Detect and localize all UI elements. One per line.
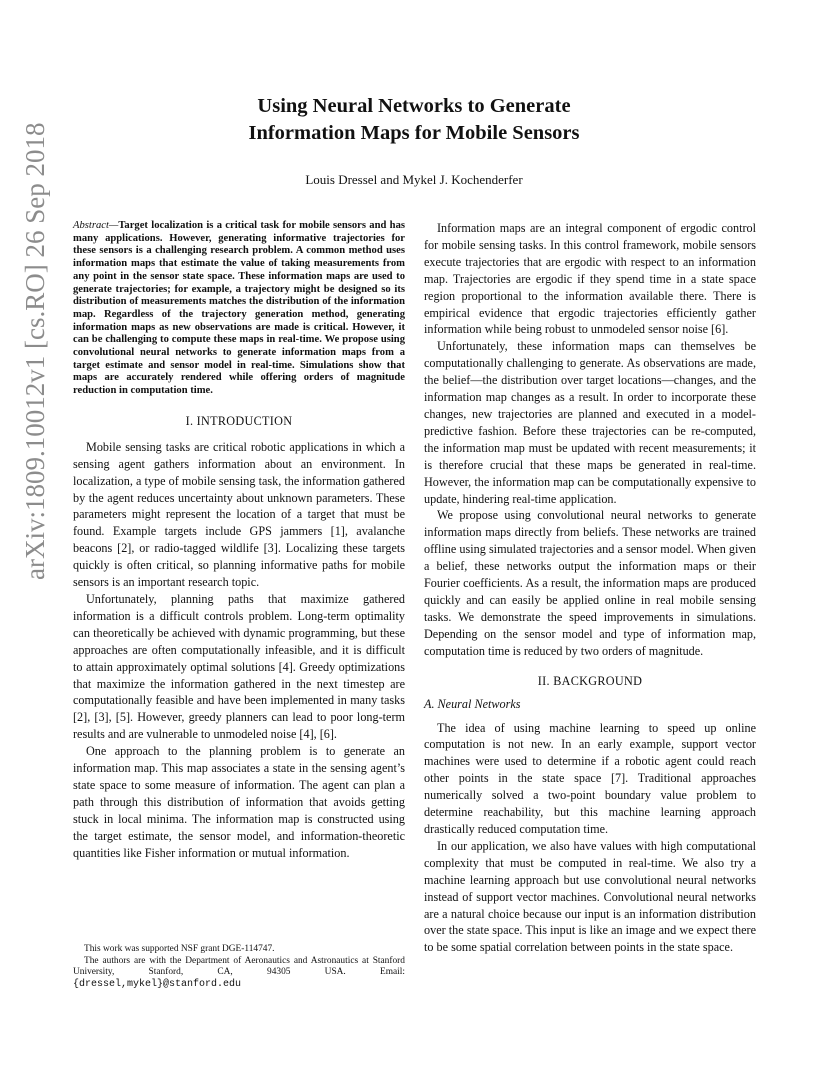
right-paragraph-1: Information maps are an integral component of ergodic control for mobile sensing tasks. In this control framework, mobile sensors execute trajectories that are ergodic with respect to an information map. Trajectories are ergodic if they spend time in a state space region proportional to the information available there. There is empirical evidence that ergodic trajectories efficiently gather information while being robust to unmodeled sensor noise [6].: [424, 221, 756, 337]
right-paragraph-2: Unfortunately, these information maps can themselves be computationally challenging to generate. As observations are made, the belief—the distribution over target locations—changes, and the information map changes as a result. In order to incorporate these changes, new trajectories are planned and executed in a model-predictive fashion. Before these trajectories can be re-computed, the information map must be updated with recent measurements; it is therefore crucial that these maps be generated in real-time. However, the information map can be computationally expensive to update, hindering real-time application.: [424, 339, 756, 506]
subsection-heading-neural-networks: A. Neural Networks: [424, 696, 521, 711]
intro-paragraph-3: One approach to the planning problem is to generate an information map. This map associates a state in the sensing agent’s state space to some measure of information. The agent can plan a path through this distribution of information that avoids getting stuck in local minima. The information map is constructed using the target estimate, the sensor model, and information-theoretic quantities like Fisher information or mutual information.: [73, 744, 405, 860]
arxiv-identifier-stamp: arXiv:1809.10012v1 [cs.RO] 26 Sep 2018: [20, 122, 50, 580]
right-paragraph-3: We propose using convolutional neural networks to generate information maps directly from beliefs. These networks are trained offline using simulated trajectories and a sensor model. When given a belief, these networks output the information maps or their Fourier coefficients. As a result, the information maps are produced quickly and can easily be applied online in real mobile sensing tasks. We demonstrate the speed improvements in simulations. Depending on the sensor model and type of information map, computation time is reduced by two orders of magnitude.: [424, 508, 756, 658]
section-heading-background: II. BACKGROUND: [537, 673, 643, 688]
abstract: [73, 220, 405, 398]
abstract-text: Target localization is a critical task for mobile sensors and has many applications. However, generating informative trajectories for these sensors is a challenging research problem. A common method uses information maps that estimate the value of taking measurements from any point in the sensor state space. These information maps are used to generate trajectories; for example, a trajectory might be designed so its distribution of measurements matches the distribution of the information map. Regardless of the trajectory generation method, generating information maps as new observations are made is critical. However, it can be challenging to compute these maps in real-time. We propose using convolutional neural networks to generate information maps from a target estimate and sensor model in real-time. Simulations show that maps are accurately rendered while offering orders of magnitude reduction in computation time.: [73, 220, 405, 397]
paper-title-line2: Information Maps for Mobile Sensors: [248, 122, 580, 144]
intro-paragraph-1: Mobile sensing tasks are critical robotic applications in which a sensing agent gathers information about an environment. In localization, a type of mobile sensing task, the information gathered by the agent reduces uncertainty about unknown parameters. These parameters might represent the location of a target that must be found. Example targets include GPS jammers [1], avalanche beacons [2], or radio-tagged wildlife [3]. Localizing these targets quickly is often critical, so planning informative paths for mobile sensors is an important research topic.: [73, 439, 405, 590]
right-column: [424, 220, 756, 956]
left-column: [73, 220, 405, 862]
footnote-affiliation: The authors are with the Department of Aeronautics and Astronautics at Stanford University, Stanford, CA, 94305 USA. Email:: [73, 955, 405, 977]
background-paragraph-2: In our application, we also have values with high computational complexity that must be computed in real-time. We also try a machine learning approach but use convolutional neural networks instead of support vector machines. Convolutional neural networks are a natural choice because our input is an information distribution over the state space. This input is like an image and we expect there to be some spatial correlation between points in the state space.: [424, 838, 756, 955]
paper-title: [60, 93, 768, 147]
section-heading-introduction: I. INTRODUCTION: [185, 413, 293, 428]
paper-title-line1: Using Neural Networks to Generate: [257, 95, 571, 117]
paper-authors: Louis Dressel and Mykel J. Kochenderfer: [305, 172, 523, 187]
background-paragraph-1: The idea of using machine learning to speed up online computation is not new. In an early example, support vector machines were used to determine if a robotic agent could reach other points in the state space [7]. Traditional approaches numerically solved a two-point boundary value problem to determine reachability, but this machine learning approach drastically reduced computation time.: [424, 720, 756, 836]
footnote: [73, 944, 405, 990]
intro-paragraph-2: Unfortunately, planning paths that maximize gathered information is a difficult controls problem. Long-term optimality can theoretically be achieved with dynamic programming, but these approaches are often computationally infeasible, and it is difficult to attain approximately optimal solutions [4]. Greedy optimizations that maximize the information gathered in the next timestep are computationally feasible and have been implemented in many tasks [2], [3], [5]. However, greedy planners can lead to poor long-term results and are vulnerable to unmodeled noise [4], [6].: [73, 592, 405, 742]
footnote-email: {dressel,mykel}@stanford.edu: [73, 978, 242, 990]
footnote-grant: This work was supported NSF grant DGE-114747.: [84, 944, 275, 954]
abstract-dash: —: [108, 220, 119, 231]
abstract-label: Abstract: [73, 220, 109, 231]
